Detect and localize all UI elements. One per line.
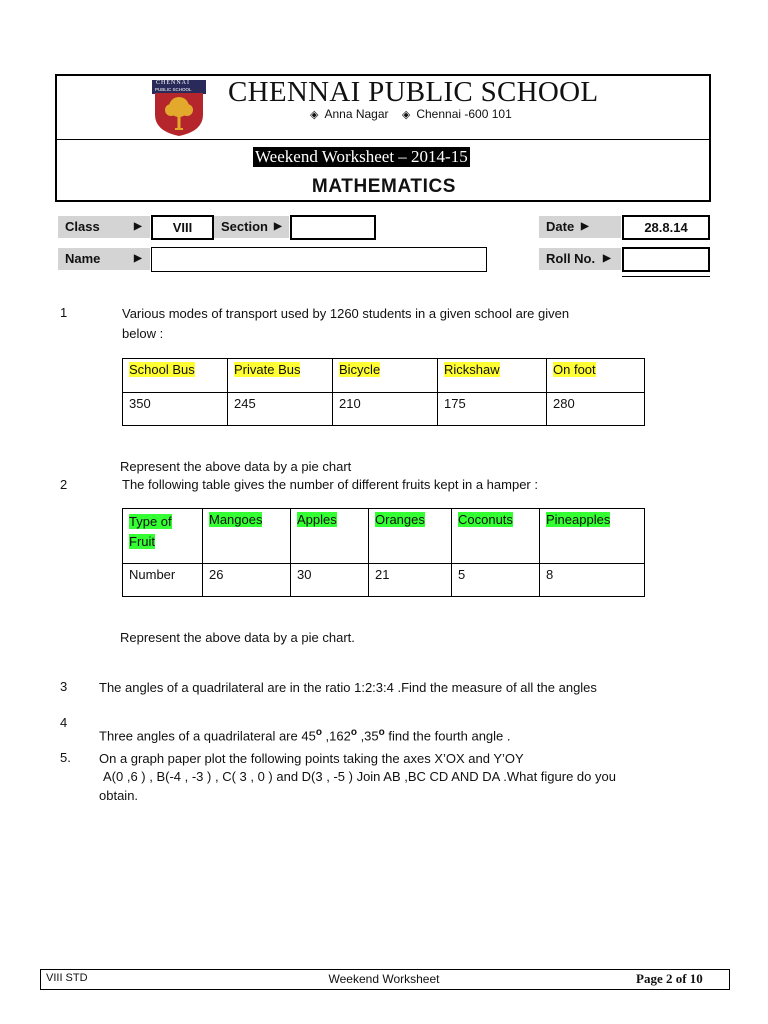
question-5-text-line1: On a graph paper plot the following points taking the axes X’OX and Y’OY [99,751,524,766]
table-cell: 175 [438,393,547,426]
date-field[interactable]: 28.8.14 [622,215,710,240]
question-2-instruction: Represent the above data by a pie chart. [120,630,355,645]
header-divider [55,139,711,140]
table-row [123,564,645,597]
arrow-right-icon: ▶ [134,253,142,264]
question-5-text-line3: obtain. [99,788,139,803]
question-1-text-line1: Various modes of transport used by 1260 students in a given school are given [122,306,570,321]
address-area: Anna Nagar [324,107,389,121]
roll-underline [622,276,710,277]
degree-symbol: o [315,727,322,738]
table-cell: 350 [123,393,228,426]
question-4-text: Three angles of a quadrilateral are 45$^o$ ,162$^o$ ,35$^o$ find the fourth angle . [99,727,511,744]
table-header-cell: Type of Fruit [123,509,203,564]
roll-label-box [539,248,621,270]
transport-table [122,358,645,426]
arrow-right-icon: ▶ [134,221,142,232]
diamond-icon: ◈ [401,109,411,121]
table-header-cell: Bicycle [333,359,438,393]
table-cell: 210 [333,393,438,426]
question-2-number: 2 [60,477,68,492]
section-field[interactable] [290,215,376,240]
name-label-box [58,248,150,270]
worksheet-title: Weekend Worksheet – 2014-15 [255,147,468,166]
table-header-cell: On foot [547,359,645,393]
table-header-cell: Pineapples [540,509,645,564]
date-label-box [539,216,621,238]
date-label: Date [546,219,575,234]
logo-text-top: CHENNAI [156,80,190,86]
table-row-label: Number [123,564,203,597]
question-2-text: The following table gives the number of different fruits kept in a hamper : [122,477,538,492]
section-label: Section [221,219,268,234]
class-label-box [58,216,150,238]
table-header-cell: Coconuts [452,509,540,564]
logo-text-bottom: PUBLIC SCHOOL [155,87,192,92]
question-3-text: The angles of a quadrilateral are in the ratio 1:2:3:4 .Find the measure of all the angles [99,680,597,695]
table-cell: 280 [547,393,645,426]
diamond-icon: ◈ [310,109,319,121]
question-4-number: 4 [60,715,68,730]
name-field[interactable] [151,247,487,272]
table-header-cell: Rickshaw [438,359,547,393]
table-header-cell: Mangoes [203,509,291,564]
section-label-box [214,216,289,238]
class-label: Class [65,219,100,234]
fruits-table [122,508,645,597]
page-number: Page 2 of 10 [636,971,703,986]
school-name: CHENNAI PUBLIC SCHOOL [228,76,599,108]
table-cell: 30 [291,564,369,597]
arrow-right-icon: ▶ [581,221,589,232]
arrow-right-icon: ▶ [274,221,282,232]
question-5-number: 5. [60,750,71,765]
roll-field[interactable] [622,247,710,272]
table-row [123,509,645,564]
table-cell: 245 [228,393,333,426]
question-1-instruction: Represent the above data by a pie chart [120,459,352,474]
degree-symbol: o [350,727,357,738]
school-address [310,107,512,121]
table-cell: 8 [540,564,645,597]
subject-title: MATHEMATICS [311,176,457,197]
roll-label: Roll No. [546,251,596,266]
degree-symbol: o [378,727,385,738]
question-1-text-line2: below : [122,326,164,341]
table-cell: 26 [203,564,291,597]
table-cell: 21 [369,564,452,597]
table-header-cell: School Bus [123,359,228,393]
table-row [123,393,645,426]
table-header-cell: Apples [291,509,369,564]
address-city: Chennai -600 101 [416,107,512,121]
arrow-right-icon: ▶ [603,253,611,264]
question-1-number: 1 [60,305,68,320]
question-5-text-line2: A(0 ,6 ) , B(-4 , -3 ) , C( 3 , 0 ) and D(3 , -5 ) Join AB ,BC CD AND DA .What figure do you [103,769,616,784]
table-header-cell: Private Bus [228,359,333,393]
table-header-cell: Oranges [369,509,452,564]
question-3-number: 3 [60,679,68,694]
class-field[interactable]: VIII [151,215,214,240]
name-label: Name [65,251,101,266]
table-cell: 5 [452,564,540,597]
footer-class: VIII STD [46,972,88,984]
table-row [123,359,645,393]
footer-title: Weekend Worksheet [328,972,440,986]
